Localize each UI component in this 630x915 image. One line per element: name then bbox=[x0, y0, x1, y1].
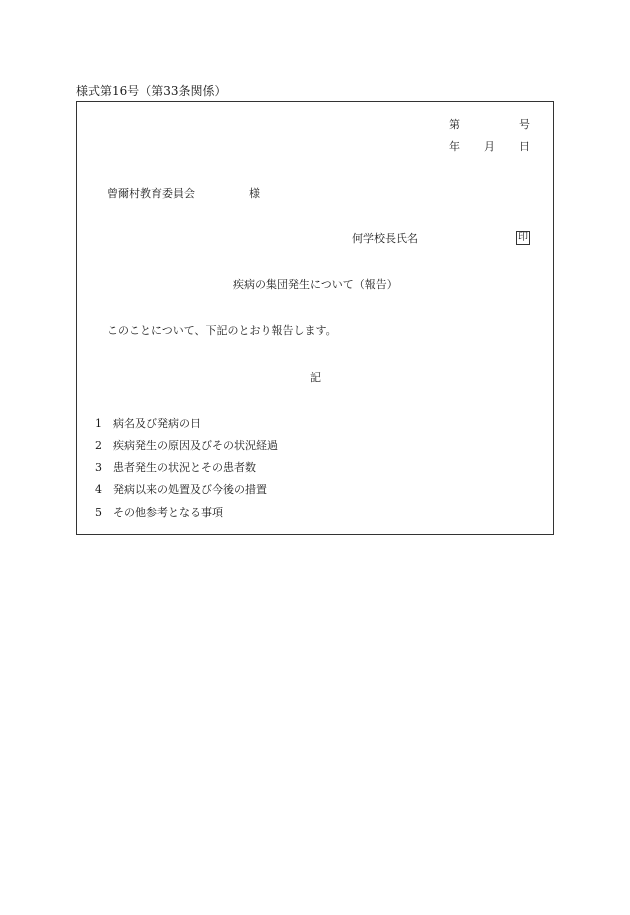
list-item-number: 5 bbox=[95, 506, 102, 519]
doc-number-suffix: 号 bbox=[519, 118, 530, 131]
list-item-number: 4 bbox=[95, 483, 102, 496]
list-item-text: 病名及び発病の日 bbox=[113, 417, 201, 430]
list-item-text: その他参考となる事項 bbox=[113, 506, 223, 519]
addressee-honorific: 様 bbox=[249, 187, 260, 200]
list-item bbox=[95, 418, 201, 429]
list-item-text: 発病以来の処置及び今後の措置 bbox=[113, 483, 267, 496]
list-item-number: 3 bbox=[95, 461, 102, 474]
list-item bbox=[95, 462, 256, 473]
date-year: 年 bbox=[449, 140, 460, 153]
seal-mark: 印 bbox=[518, 232, 528, 243]
list-item-number: 1 bbox=[95, 417, 102, 430]
list-item-text: 疾病発生の原因及びその状況経過 bbox=[113, 439, 278, 452]
list-item bbox=[95, 484, 267, 495]
doc-number-prefix: 第 bbox=[449, 118, 460, 131]
list-item bbox=[95, 507, 223, 518]
addressee-name: 曾爾村教育委員会 bbox=[107, 187, 195, 200]
list-item-number: 2 bbox=[95, 439, 102, 452]
subject-title: 疾病の集団発生について（報告） bbox=[233, 278, 398, 291]
list-item bbox=[95, 440, 278, 451]
date-month: 月 bbox=[484, 140, 495, 153]
date-day: 日 bbox=[519, 140, 530, 153]
sender-title: 何学校長氏名 bbox=[352, 232, 418, 245]
body-text: このことについて、下記のとおり報告します。 bbox=[107, 324, 337, 337]
list-item-text: 患者発生の状況とその患者数 bbox=[113, 461, 256, 474]
ki-heading: 記 bbox=[310, 371, 321, 384]
form-label: 様式第16号（第33条関係） bbox=[76, 84, 227, 98]
